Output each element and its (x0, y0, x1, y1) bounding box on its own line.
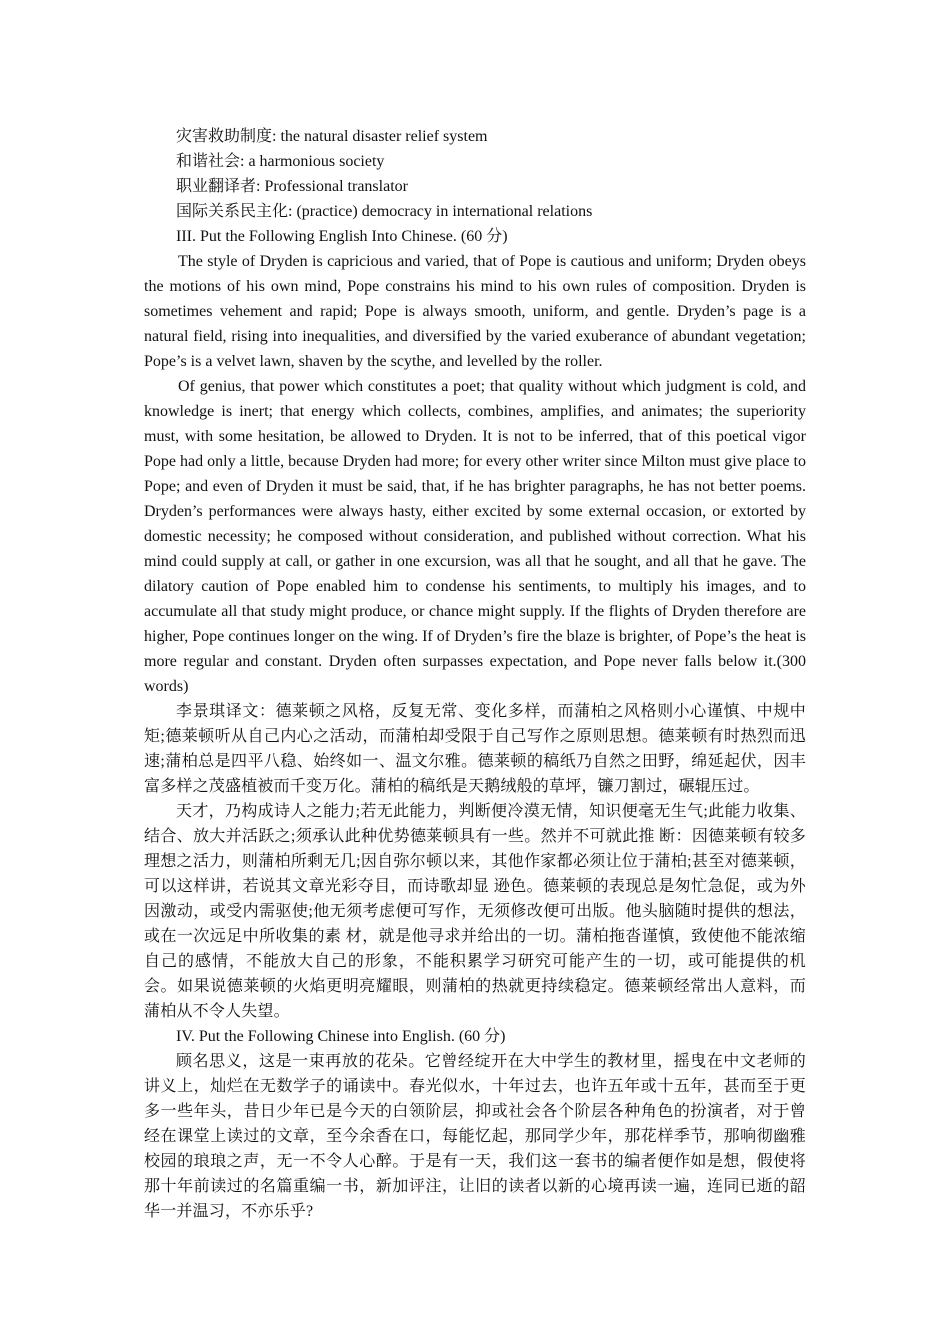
english-paragraph: Of genius, that power which constitutes a poet; that quality without which judgment is cold, and knowledge is inert; that energy which collects, combines, amplifies, and animates; the superiority must, with some hesitation, be allowed to Dryden. It is not to be inferred, that of this poetical vigor Pope had only a little, because Dryden had more; for every other writer since Milton must give place to Pope; and even of Dryden it must be said, that, if he has brighter paragraphs, he has not better poems. Dryden’s performances were always hasty, either excited by some external occasion, or extorted by domestic necessity; he composed without consideration, and published without correction. What his mind could supply at call, or gather in one excursion, was all that he sought, and all that he gave. The dilatory caution of Pope enabled him to condense his sentiments, to multiply his images, and to accumulate all that study might produce, or chance might supply. If the flights of Dryden therefore are higher, Pope continues longer on the wing. If of Dryden’s fire the blaze is brighter, of Pope’s the heat is more regular and constant. Dryden often surpasses expectation, and Pope never falls below it.(300 words) (144, 378, 806, 695)
glossary-item: 职业翻译者: Professional translator (176, 178, 408, 195)
chinese-translation-paragraph: 李景琪译文：德莱顿之风格，反复无常、变化多样，而蒲柏之风格则小心谨慎、中规中矩;德莱顿听从自己内心之活动，而蒲柏却受限于自己写作之原则思想。德莱顿有时热烈而迅 速;蒲柏总是四平八稳、始终如一、温文尔雅。德莱顿的稿纸乃自然之田野，绵延起伏，因丰富多样之茂盛植被而千变万化。蒲柏的稿纸是天鹅绒般的草坪，镰刀割过，碾辊压过。 (144, 703, 806, 795)
section-4-heading: IV. Put the Following Chinese into English. (60 分) (176, 1028, 506, 1045)
english-paragraph: The style of Dryden is capricious and varied, that of Pope is cautious and uniform; Dryden obeys the motions of his own mind, Pope constrains his mind to his own rules of composition. Dryden is sometimes vehement and rapid; Pope is always smooth, uniform, and gentle. Dryden’s page is a natural field, rising into inequalities, and diversified by the varied exuberance of abundant vegetation; Pope’s is a velvet lawn, shaven by the scythe, and levelled by the roller. (144, 253, 806, 370)
glossary-list (144, 124, 806, 224)
section-3-heading: III. Put the Following English Into Chinese. (60 分) (176, 228, 508, 245)
document-page (144, 124, 806, 1224)
glossary-item: 灾害救助制度: the natural disaster relief system (176, 128, 488, 145)
glossary-item: 和谐社会: a harmonious society (176, 153, 385, 170)
chinese-source-paragraph: 顾名思义，这是一束再放的花朵。它曾经绽开在大中学生的教材里，摇曳在中文老师的讲义上，灿烂在无数学子的诵读中。春光似水，十年过去，也许五年或十五年，甚而至于更多一些年头，昔日少年已是今天的白领阶层，抑或社会各个阶层各种角色的扮演者，对于曾经在课堂上读过的文章，至今余香在口，每能忆起，那同学少年，那花样季节，那响彻幽雅校园的琅琅之声，无一不令人心醉。于是有一天，我们这一套书的编者便作如是想，假使将那十年前读过的名篇重编一书，新加评注，让旧的读者以新的心境再读一遍，连同已逝的韶华一并温习，不亦乐乎? (144, 1053, 806, 1220)
chinese-translation-paragraph: 天才，乃构成诗人之能力;若无此能力，判断便冷漠无情，知识便毫无生气;此能力收集、结合、放大并活跃之;须承认此种优势德莱顿具有一些。然并不可就此推 断：因德莱顿有较多理想之活力，则蒲柏所剩无几;因自弥尔顿以来，其他作家都必须让位于蒲柏;甚至对德莱顿，可以这样讲，若说其文章光彩夺目，而诗歌却显 逊色。德莱顿的表现总是匆忙急促，或为外因激动，或受内需驱使;他无须考虑便可写作，无须修改便可出版。他头脑随时提供的想法，或在一次远足中所收集的素 材，就是他寻求并给出的一切。蒲柏拖沓谨慎，致使他不能浓缩自己的感情，不能放大自己的形象，不能积累学习研究可能产生的一切，或可能提供的机会。如果说德莱顿的火焰更明亮耀眼，则蒲柏的热就更持续稳定。德莱顿经常出人意料，而蒲柏从不令人失望。 (144, 803, 806, 1020)
glossary-item: 国际关系民主化: (practice) democracy in international relations (176, 203, 593, 220)
